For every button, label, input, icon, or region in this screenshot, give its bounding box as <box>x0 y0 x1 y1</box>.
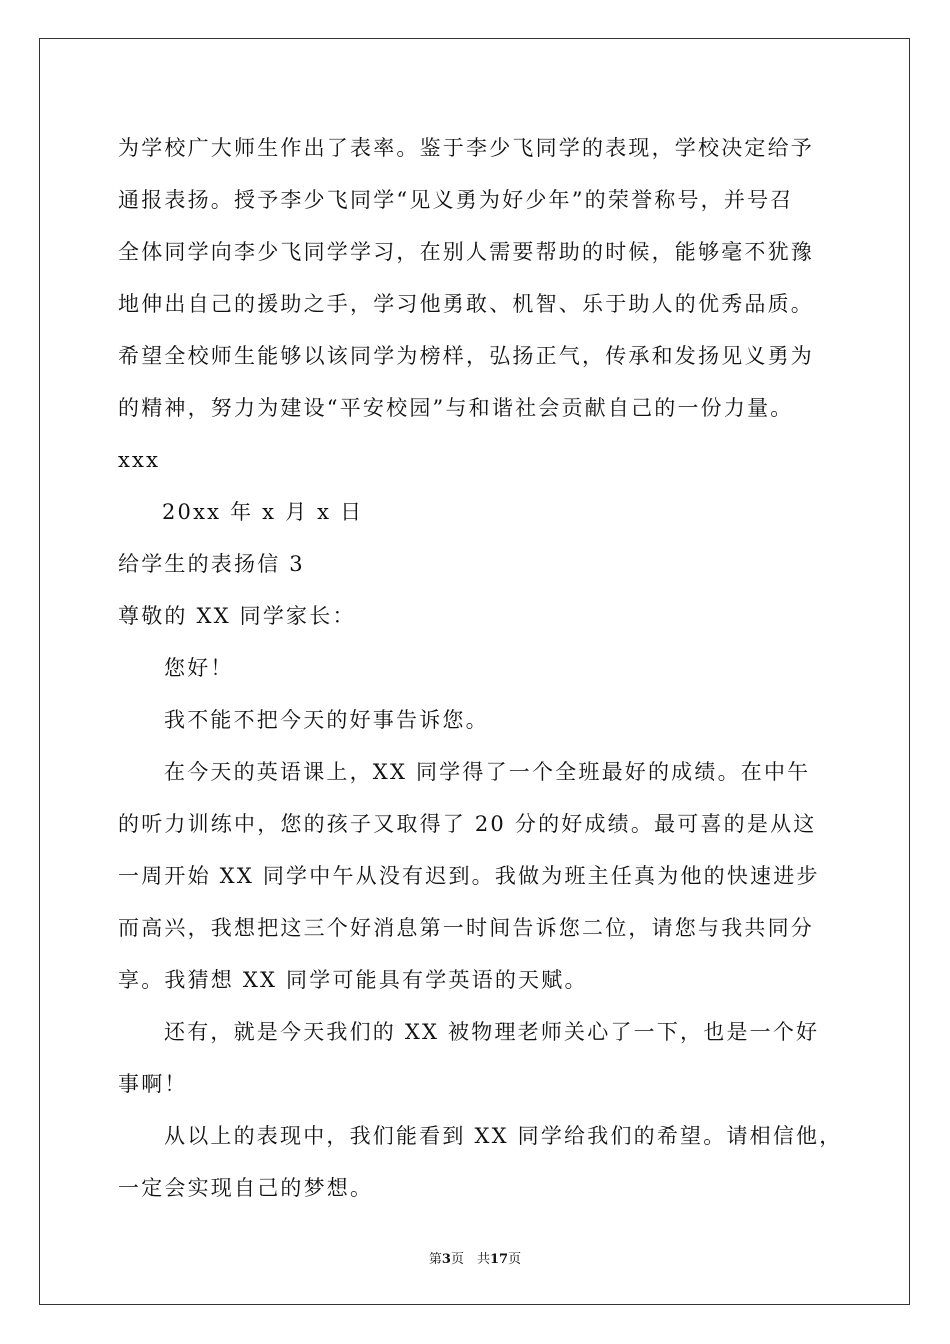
text-line: 全体同学向李少飞同学学习，在别人需要帮助的时候，能够毫不犹豫 <box>118 240 814 264</box>
text-line: 我不能不把今天的好事告诉您。 <box>164 708 489 732</box>
text-line: 从以上的表现中，我们能看到 XX 同学给我们的希望。请相信他， <box>164 1124 843 1148</box>
footer-prefix: 第 <box>428 1252 442 1267</box>
text-line: 的听力训练中，您的孩子又取得了 20 分的好成绩。最可喜的是从这 <box>118 812 817 836</box>
text-line: 的精神，努力为建设“平安校园”与和谐社会贡献自己的一份力量。 <box>118 396 794 420</box>
section-title: 给学生的表扬信 3 <box>118 552 305 576</box>
text-line: 事啊！ <box>118 1072 188 1096</box>
footer-suffix: 页 <box>508 1252 522 1267</box>
footer-mid: 页 共 <box>450 1252 490 1267</box>
greeting: 您好！ <box>164 656 234 680</box>
text-line: 在今天的英语课上，XX 同学得了一个全班最好的成绩。在中午 <box>164 760 811 784</box>
text-line: 一定会实现自己的梦想。 <box>118 1176 374 1200</box>
signature: xxx <box>118 448 161 472</box>
text-line: 还有，就是今天我们的 XX 被物理老师关心了一下，也是一个好 <box>164 1020 820 1044</box>
page-total: 17 <box>489 1252 509 1267</box>
salutation: 尊敬的 XX 同学家长： <box>118 604 356 628</box>
text-line: 通报表扬。授予李少飞同学“见义勇为好少年”的荣誉称号，并号召 <box>118 188 794 212</box>
text-line: 而高兴，我想把这三个好消息第一时间告诉您二位，请您与我共同分 <box>118 916 814 940</box>
text-line: 为学校广大师生作出了表率。鉴于李少飞同学的表现，学校决定给予 <box>118 136 814 160</box>
page-number: 3 <box>441 1252 451 1267</box>
text-line: 地伸出自己的援助之手，学习他勇敢、机智、乐于助人的优秀品质。 <box>118 292 814 316</box>
date-line: 20xx 年 x 月 x 日 <box>162 500 364 524</box>
text-line: 享。我猜想 XX 同学可能具有学英语的天赋。 <box>118 968 588 992</box>
page-footer <box>0 1248 950 1267</box>
text-line: 一周开始 XX 同学中午从没有迟到。我做为班主任真为他的快速进步 <box>118 864 820 888</box>
text-line: 希望全校师生能够以该同学为榜样，弘扬正气，传承和发扬见义勇为 <box>118 344 814 368</box>
